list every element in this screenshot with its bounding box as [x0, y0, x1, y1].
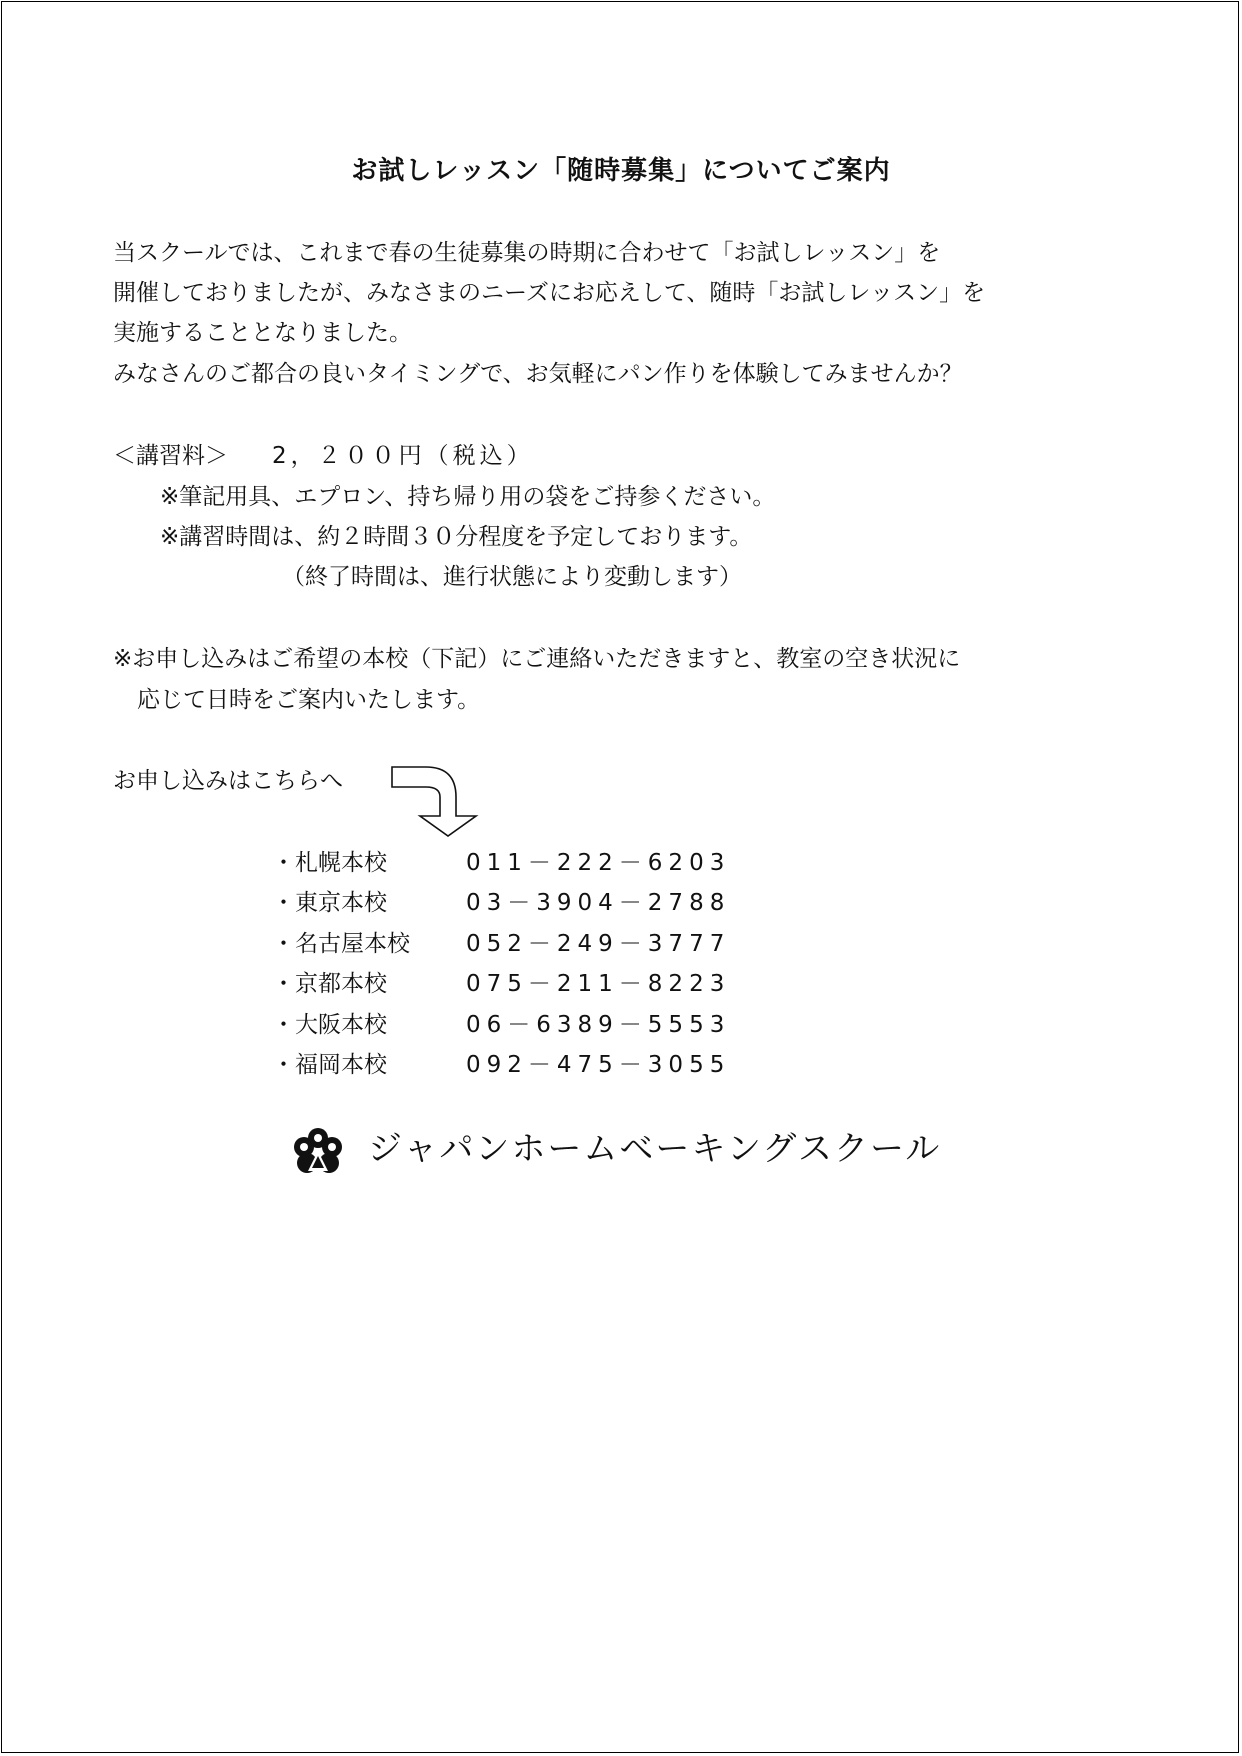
application-note-line-2: 応じて日時をご案内いたします。: [137, 687, 481, 713]
school-phone-fukuoka: 092－475－3055: [466, 1052, 731, 1078]
page-title: お試しレッスン「随時募集」についてご案内: [351, 156, 891, 186]
school-name-fukuoka: ・福岡本校: [272, 1052, 387, 1078]
fee-note-1: ※筆記用具、エプロン、持ち帰り用の袋をご持参ください。: [160, 484, 776, 510]
school-name-kyoto: ・京都本校: [272, 971, 387, 997]
school-name-nagoya: ・名古屋本校: [272, 931, 410, 957]
clover-bread-logo-icon: [292, 1127, 344, 1175]
school-phone-kyoto: 075－211－8223: [466, 971, 731, 997]
intro-line-4: みなさんのご都合の良いタイミングで、お気軽にパン作りを体験してみませんか？: [113, 361, 963, 387]
fee-sub-note: （終了時間は、進行状態により変動します）: [282, 564, 742, 590]
fee-note-2: ※講習時間は、約２時間３０分程度を予定しております。: [160, 524, 753, 550]
school-name-sapporo: ・札幌本校: [272, 850, 387, 876]
school-phone-tokyo: 03－3904－2788: [466, 890, 731, 916]
intro-line-3: 実施することとなりました。: [113, 320, 412, 346]
application-note-line-1: ※お申し込みはご希望の本校（下記）にご連絡いただきますと、教室の空き状況に: [113, 646, 961, 672]
school-name-osaka: ・大阪本校: [272, 1012, 387, 1038]
brand-name: ジャパンホームベーキングスクール: [368, 1129, 942, 1169]
school-phone-nagoya: 052－249－3777: [466, 931, 731, 957]
school-phone-sapporo: 011－222－6203: [466, 850, 731, 876]
school-name-tokyo: ・東京本校: [272, 890, 387, 916]
curved-down-arrow-icon: [386, 764, 482, 838]
fee-value: 2，２００円（税込）: [272, 443, 534, 469]
intro-line-2: 開催しておりましたが、みなさまのニーズにお応えして、随時「お試しレッスン」を: [113, 280, 986, 306]
apply-here-label: お申し込みはこちらへ: [113, 768, 343, 794]
fee-label: ＜講習料＞: [113, 443, 228, 469]
school-phone-osaka: 06－6389－5553: [466, 1012, 731, 1038]
intro-line-1: 当スクールでは、これまで春の生徒募集の時期に合わせて「お試しレッスン」を: [113, 240, 941, 266]
